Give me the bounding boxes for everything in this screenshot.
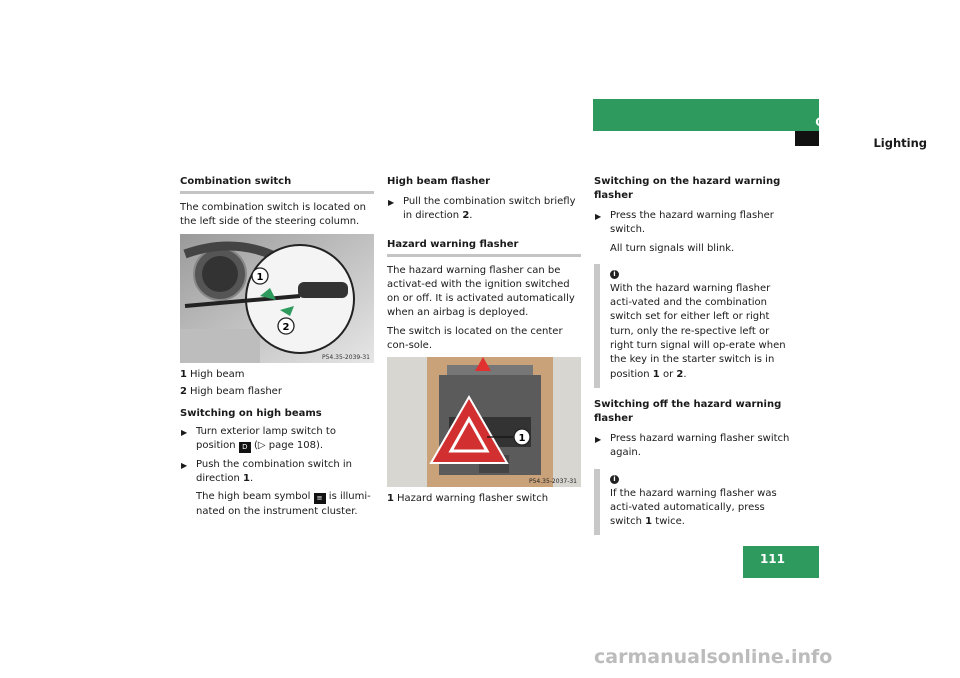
heading-switching-on-hazard: Switching on the hazard warning flasher [594, 176, 781, 201]
legend-item: 1 High beam [180, 368, 245, 380]
step: ▶ Push the combination switch in direction 1. [181, 458, 353, 485]
figure-hazard-switch [387, 357, 581, 487]
watermark: carmanualsonline.info [594, 646, 833, 668]
callout-1: 1 [256, 271, 264, 283]
paragraph: The hazard warning flasher can be activat-ed with the ignition switched on or off. It is activated automatically when an airbag is deployed. [387, 264, 575, 319]
header-bar [593, 99, 819, 131]
section-subtitle: Lighting [873, 136, 927, 150]
step-arrow-icon: ▶ [181, 428, 188, 438]
figure-combination-switch [180, 234, 374, 363]
low-beam-symbol-icon: D [239, 442, 251, 453]
step-result: All turn signals will blink. [610, 242, 735, 254]
column-1 [180, 175, 374, 523]
legend-item: 2 High beam flasher [180, 385, 282, 397]
page-number: 111 [743, 546, 819, 578]
figure-ref: P54.35-2037-31 [528, 478, 577, 486]
step: ▶ Turn exterior lamp switch to position D (▷ page 108). [181, 426, 336, 452]
heading-switching-off-hazard: Switching off the hazard warning flasher [594, 398, 782, 424]
heading-hazard-warning: Hazard warning flasher [387, 238, 581, 257]
high-beam-symbol-icon: ≡ [314, 493, 326, 504]
step-arrow-icon: ▶ [595, 212, 602, 221]
section-title: Controls in detail [815, 115, 927, 129]
step: ▶ Press the hazard warning flasher switch. [595, 210, 774, 236]
step-arrow-icon: ▶ [388, 198, 395, 207]
heading-high-beams: Switching on high beams [180, 408, 322, 420]
paragraph: The combination switch is located on the left side of the steering column. [180, 202, 366, 228]
legend-item: 1 Hazard warning flasher switch [387, 493, 549, 505]
combination-switch-illustration [180, 234, 374, 363]
heading-high-beam-flasher: High beam flasher [387, 176, 491, 187]
column-2 [387, 175, 581, 510]
step-arrow-icon: ▶ [181, 460, 188, 470]
figure-ref: P54.35-2039-31 [321, 353, 370, 361]
info-note: i If the hazard warning flasher was acti-vated automatically, press switch 1 twice. [594, 469, 790, 536]
info-note: i With the hazard warning flasher acti-vated and the combination switch set for either left or right turn, only the re-spective left or right turn signal will op-erate when the key in the starter switch is in position 1 or 2. [594, 264, 790, 388]
callout-2: 2 [282, 321, 290, 333]
column-3 [594, 175, 790, 543]
hazard-switch-illustration [387, 357, 581, 487]
header-tab-marker [795, 131, 819, 146]
step: ▶ Pull the combination switch briefly in direction 2. [388, 196, 576, 222]
info-icon: i [610, 270, 619, 279]
paragraph: The switch is located on the center con-sole. [387, 325, 563, 352]
callout-1: 1 [518, 433, 526, 445]
step: ▶ Press hazard warning flasher switch again. [595, 432, 790, 459]
step-arrow-icon: ▶ [595, 434, 602, 444]
info-icon: i [610, 475, 619, 484]
heading-combination-switch: Combination switch [180, 175, 374, 194]
step-result: The high beam symbol ≡ is illumi-nated on the instrument cluster. [196, 491, 371, 517]
